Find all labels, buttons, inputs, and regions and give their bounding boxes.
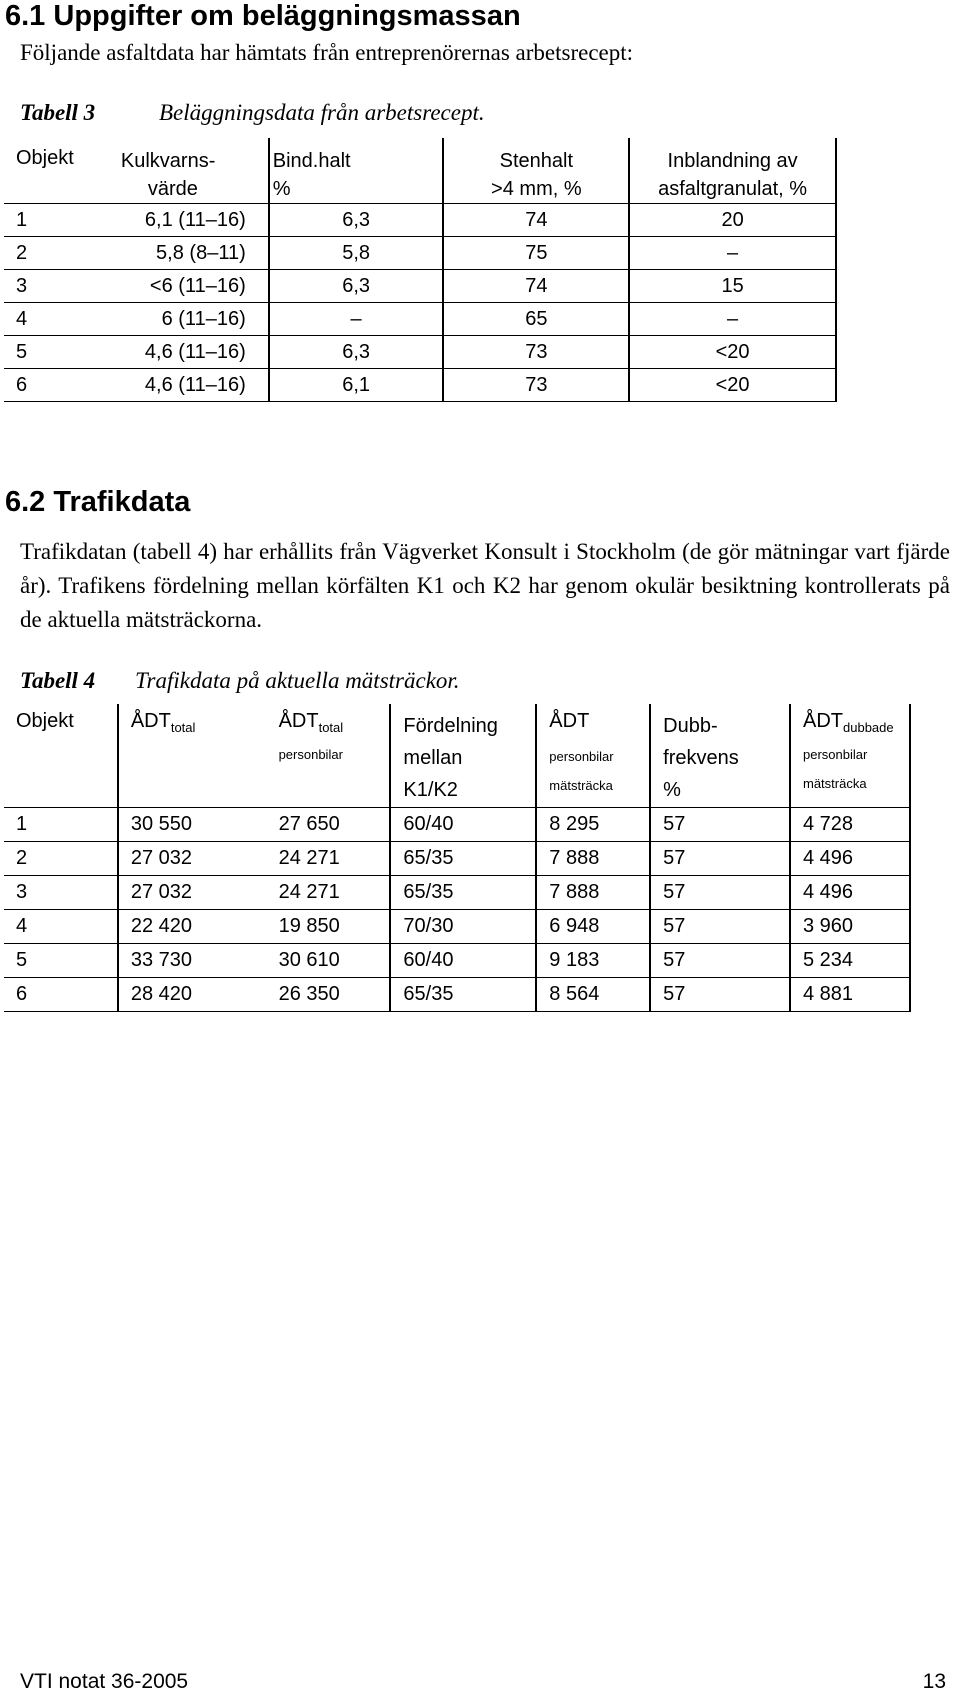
t3-header-objekt: Objekt xyxy=(4,138,117,204)
t4-cell-adt-total: 22 420 xyxy=(118,909,274,943)
t4-cell-adt-personbilar: 26 350 xyxy=(274,977,391,1011)
t4-cell-dubbfrekvens: 57 xyxy=(650,977,790,1011)
t4-cell-adt-personbilar: 24 271 xyxy=(274,875,391,909)
t4-cell-adt-dubbade: 4 496 xyxy=(790,841,910,875)
t4-cell-adt-dubbade: 3 960 xyxy=(790,909,910,943)
t4-header-objekt: Objekt xyxy=(4,704,118,807)
t4-cell-adt-dubbade: 4 881 xyxy=(790,977,910,1011)
t4-adt-label: ÅDT xyxy=(803,710,843,732)
t4-cell-fordelning: 70/30 xyxy=(390,909,536,943)
t4-cell-dubbfrekvens: 57 xyxy=(650,807,790,841)
t3-cell-stenhalt: 74 xyxy=(443,204,629,237)
t4-header-adt-dubbade xyxy=(790,704,910,807)
t4-matstracka-sub: mätsträcka xyxy=(803,776,867,791)
t4-total-sub: total xyxy=(170,720,196,735)
t4-fordelning-line1: Fördelning xyxy=(403,715,498,737)
table-row xyxy=(4,336,836,369)
t4-total-sub: total xyxy=(318,720,344,735)
t3-header-bindhalt xyxy=(269,138,444,204)
t3-cell-bindhalt: – xyxy=(269,303,444,336)
t3-cell-stenhalt: 73 xyxy=(443,369,629,402)
table-row xyxy=(4,909,910,943)
t4-cell-adt-matstracka: 7 888 xyxy=(536,875,650,909)
t4-cell-fordelning: 65/35 xyxy=(390,977,536,1011)
t3-cell-objekt: 1 xyxy=(4,204,117,237)
t4-dubb-line1: Dubb- xyxy=(663,715,718,737)
t4-header-adt-total xyxy=(118,704,274,807)
t4-cell-dubbfrekvens: 57 xyxy=(650,909,790,943)
t3-cell-kulkvarn: 6 (11–16) xyxy=(117,303,269,336)
t3-cell-inblandning: 15 xyxy=(629,270,836,303)
t3-cell-kulkvarn: 4,6 (11–16) xyxy=(117,336,269,369)
table-row xyxy=(4,977,910,1011)
t4-fordelning-line2: mellan xyxy=(403,747,463,769)
t4-cell-objekt: 1 xyxy=(4,807,118,841)
t3-bindhalt-line2: % xyxy=(272,178,291,200)
t4-cell-adt-personbilar: 24 271 xyxy=(274,841,391,875)
table-row xyxy=(4,841,910,875)
table-row xyxy=(4,270,836,303)
t4-cell-dubbfrekvens: 57 xyxy=(650,875,790,909)
t4-cell-adt-total: 33 730 xyxy=(118,943,274,977)
t4-cell-adt-matstracka: 8 564 xyxy=(536,977,650,1011)
t4-cell-adt-personbilar: 19 850 xyxy=(274,909,391,943)
section-heading-6-1: 6.1 Uppgifter om beläggningsmassan xyxy=(5,0,521,32)
t4-dubbade-sub: dubbade xyxy=(843,720,894,735)
section-heading-6-2: 6.2 Trafikdata xyxy=(5,486,191,518)
t3-header-stenhalt xyxy=(443,138,629,204)
t4-dubb-line3: % xyxy=(663,779,681,801)
t3-kulkvarn-line1: Kulkvarns- xyxy=(120,150,216,172)
footer-page-number: 13 xyxy=(922,1670,946,1693)
t3-cell-inblandning: 20 xyxy=(629,204,836,237)
t4-cell-adt-matstracka: 6 948 xyxy=(536,909,650,943)
t4-cell-fordelning: 65/35 xyxy=(390,841,536,875)
t3-cell-stenhalt: 75 xyxy=(443,237,629,270)
t3-cell-kulkvarn: 6,1 (11–16) xyxy=(117,204,269,237)
t3-inbl-line2: asfaltgranulat, % xyxy=(658,178,808,200)
t3-cell-inblandning: – xyxy=(629,303,836,336)
t3-cell-bindhalt: 6,3 xyxy=(269,204,444,237)
t3-cell-inblandning: – xyxy=(629,237,836,270)
t3-header-kulkvarn xyxy=(117,138,269,204)
t3-kulkvarn-line2: värde xyxy=(147,178,198,200)
table-row xyxy=(4,204,836,237)
table3-title: Beläggningsdata från arbetsrecept. xyxy=(159,100,485,125)
t3-cell-stenhalt: 73 xyxy=(443,336,629,369)
t4-cell-adt-matstracka: 7 888 xyxy=(536,841,650,875)
t4-cell-objekt: 5 xyxy=(4,943,118,977)
t4-dubb-line2: frekvens xyxy=(663,747,739,769)
t4-header-adt-personbilar-matstracka xyxy=(536,704,650,807)
t3-cell-kulkvarn: 5,8 (8–11) xyxy=(117,237,269,270)
table3-label: Tabell 3 xyxy=(20,100,96,125)
t4-cell-fordelning: 65/35 xyxy=(390,875,536,909)
t4-cell-adt-total: 30 550 xyxy=(118,807,274,841)
t4-header-fordelning xyxy=(390,704,536,807)
table-row xyxy=(4,807,910,841)
table4-label: Tabell 4 xyxy=(20,668,96,693)
t4-personbilar-sub: personbilar xyxy=(278,747,343,762)
t3-cell-bindhalt: 6,3 xyxy=(269,270,444,303)
intro-text: Följande asfaltdata har hämtats från entreprenörernas arbetsrecept: xyxy=(20,40,634,65)
t4-matstracka-sub: mätsträcka xyxy=(549,778,613,793)
t3-cell-inblandning: <20 xyxy=(629,369,836,402)
t4-header-adt-total-personbilar xyxy=(274,704,391,807)
t4-cell-fordelning: 60/40 xyxy=(390,807,536,841)
t3-bindhalt-line1: Bind.halt xyxy=(272,150,351,172)
t4-adt-label: ÅDT xyxy=(549,710,590,732)
t4-cell-adt-total: 28 420 xyxy=(118,977,274,1011)
t3-cell-kulkvarn: <6 (11–16) xyxy=(117,270,269,303)
table3-header-row xyxy=(4,138,836,204)
table4-title: Trafikdata på aktuella mätsträckor. xyxy=(135,668,460,693)
t4-cell-adt-total: 27 032 xyxy=(118,841,274,875)
footer-publication: VTI notat 36-2005 xyxy=(20,1670,189,1693)
traffic-paragraph: Trafikdatan (tabell 4) har erhållits från Vägverket Konsult i Stockholm (de gör mätningar vart fjärde år). Trafikens fördelning mellan körfälten K1 och K2 har genom okulär besiktning kontrollerats på de aktuella mätsträckorna. xyxy=(20,539,950,632)
t4-cell-adt-dubbade: 4 496 xyxy=(790,875,910,909)
t3-cell-objekt: 3 xyxy=(4,270,117,303)
t3-stenhalt-line2: >4 mm, % xyxy=(491,178,582,200)
t3-cell-stenhalt: 74 xyxy=(443,270,629,303)
t4-cell-adt-matstracka: 8 295 xyxy=(536,807,650,841)
table-row xyxy=(4,943,910,977)
t4-cell-dubbfrekvens: 57 xyxy=(650,841,790,875)
table-row xyxy=(4,237,836,270)
t4-cell-adt-dubbade: 4 728 xyxy=(790,807,910,841)
t4-cell-adt-personbilar: 30 610 xyxy=(274,943,391,977)
table4-caption xyxy=(20,668,460,694)
t4-adt-label: ÅDT xyxy=(130,710,171,732)
t4-cell-adt-dubbade: 5 234 xyxy=(790,943,910,977)
t4-cell-objekt: 4 xyxy=(4,909,118,943)
t4-cell-fordelning: 60/40 xyxy=(390,943,536,977)
t3-cell-kulkvarn: 4,6 (11–16) xyxy=(117,369,269,402)
t4-cell-adt-total: 27 032 xyxy=(118,875,274,909)
table-row xyxy=(4,369,836,402)
table4-header-row xyxy=(4,704,910,807)
t3-cell-objekt: 4 xyxy=(4,303,117,336)
t3-cell-bindhalt: 6,1 xyxy=(269,369,444,402)
t3-header-inblandning xyxy=(629,138,836,204)
t4-cell-dubbfrekvens: 57 xyxy=(650,943,790,977)
t3-cell-bindhalt: 6,3 xyxy=(269,336,444,369)
t3-cell-stenhalt: 65 xyxy=(443,303,629,336)
table4-traffic-data xyxy=(4,704,911,1012)
t4-personbilar-sub: personbilar xyxy=(549,749,614,764)
t3-cell-objekt: 2 xyxy=(4,237,117,270)
t4-cell-objekt: 6 xyxy=(4,977,118,1011)
t3-inbl-line1: Inblandning av xyxy=(667,150,798,172)
t4-cell-adt-matstracka: 9 183 xyxy=(536,943,650,977)
t3-cell-inblandning: <20 xyxy=(629,336,836,369)
table-row xyxy=(4,303,836,336)
t4-header-dubbfrekvens xyxy=(650,704,790,807)
t4-cell-objekt: 3 xyxy=(4,875,118,909)
table3-asphalt-data xyxy=(4,138,837,402)
table-row xyxy=(4,875,910,909)
t3-cell-bindhalt: 5,8 xyxy=(269,237,444,270)
table3-caption xyxy=(20,100,485,126)
t4-cell-objekt: 2 xyxy=(4,841,118,875)
t4-cell-adt-personbilar: 27 650 xyxy=(274,807,391,841)
t4-adt-label: ÅDT xyxy=(278,710,319,732)
t3-stenhalt-line1: Stenhalt xyxy=(499,150,574,172)
t4-personbilar-sub: personbilar xyxy=(803,747,868,762)
t4-fordelning-line3: K1/K2 xyxy=(403,779,458,801)
t3-cell-objekt: 5 xyxy=(4,336,117,369)
t3-cell-objekt: 6 xyxy=(4,369,117,402)
